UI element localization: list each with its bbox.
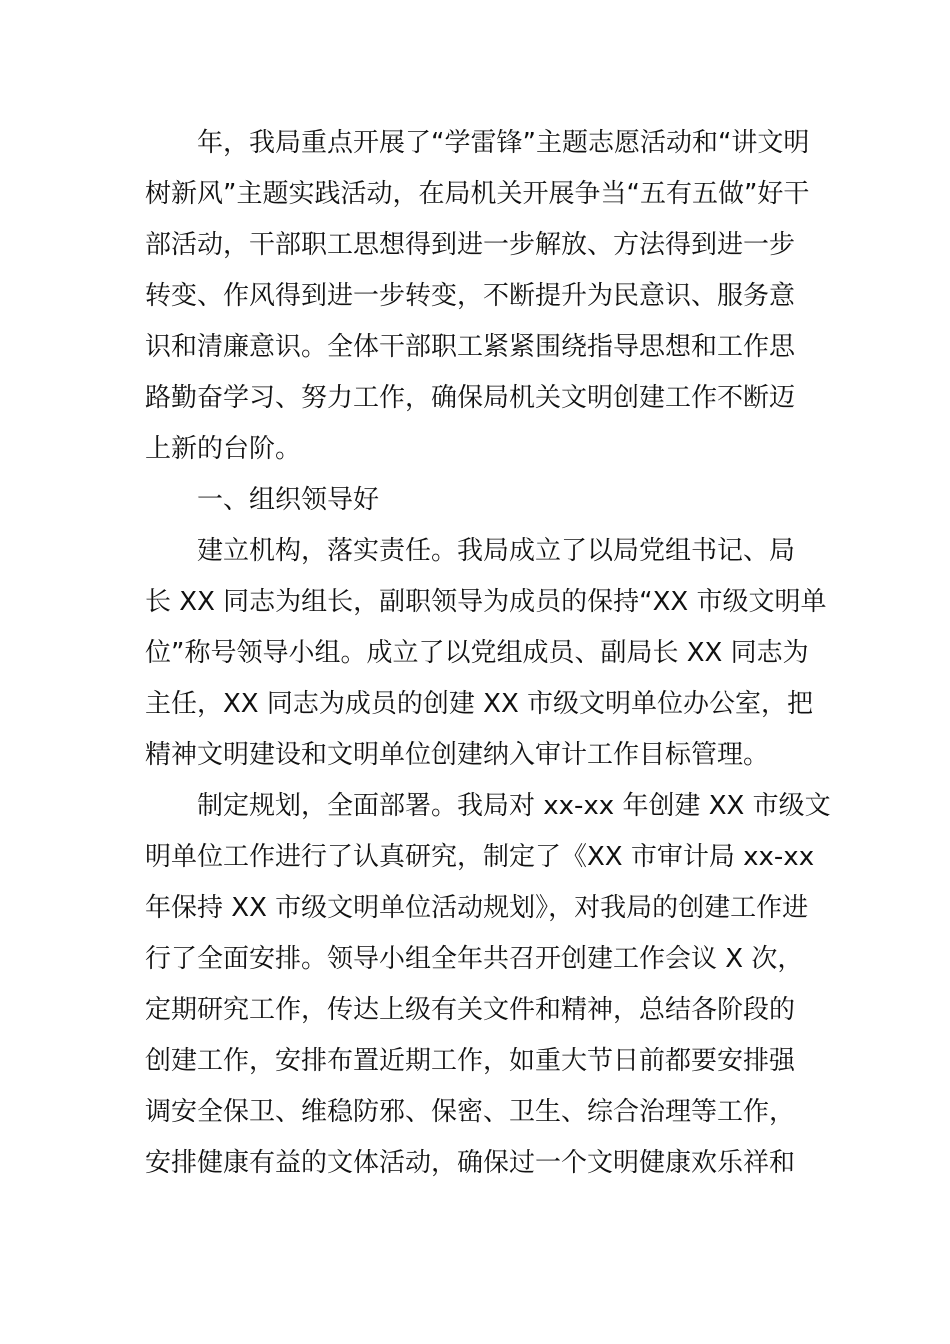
text-line: 年保持 XX 市级文明单位活动规划》，对我局的创建工作进 [145, 893, 809, 923]
text-line: 精神文明建设和文明单位创建纳入审计工作目标管理。 [145, 740, 770, 770]
text-line: 建立机构，落实责任。我局成立了以局党组书记、局 [197, 536, 796, 566]
text-line: 调安全保卫、维稳防邪、保密、卫生、综合治理等工作， [145, 1097, 796, 1127]
text-line: 安排健康有益的文体活动，确保过一个文明健康欢乐祥和 [145, 1148, 796, 1178]
text-line: 长 XX 同志为组长，副职领导为成员的保持“XX 市级文明单 [145, 587, 827, 617]
text-line: 树新风”主题实践活动，在局机关开展争当“五有五做”好干 [145, 179, 810, 209]
text-line: 主任，XX 同志为成员的创建 XX 市级文明单位办公室，把 [145, 689, 814, 719]
text-line: 部活动，干部职工思想得到进一步解放、方法得到进一步 [145, 230, 796, 260]
paragraph-intro [145, 118, 810, 475]
text-line: 转变、作风得到进一步转变，不断提升为民意识、服务意 [145, 281, 796, 311]
text-line: 创建工作，安排布置近期工作，如重大节日前都要安排强 [145, 1046, 796, 1076]
text-line: 位”称号领导小组。成立了以党组成员、副局长 XX 同志为 [145, 638, 809, 668]
text-line: 定期研究工作，传达上级有关文件和精神，总结各阶段的 [145, 995, 796, 1025]
paragraph-organization [145, 526, 827, 781]
document-body [145, 118, 831, 1189]
paragraph-planning [145, 781, 831, 1189]
text-line: 识和清廉意识。全体干部职工紧紧围绕指导思想和工作思 [145, 332, 796, 362]
text-line: 路勤奋学习、努力工作，确保局机关文明创建工作不断迈 [145, 383, 796, 413]
section-heading [145, 475, 807, 526]
text-line: 年，我局重点开展了“学雷锋”主题志愿活动和“讲文明 [197, 128, 810, 158]
text-line: 上新的台阶。 [145, 434, 302, 464]
text-line: 明单位工作进行了认真研究，制定了《XX 市审计局 xx-xx [145, 842, 815, 872]
text-line: 制定规划，全面部署。我局对 xx-xx 年创建 XX 市级文 [197, 791, 831, 821]
text-line: 行了全面安排。领导小组全年共召开创建工作会议 X 次， [145, 944, 804, 974]
heading-line: 一、组织领导好 [197, 485, 380, 515]
